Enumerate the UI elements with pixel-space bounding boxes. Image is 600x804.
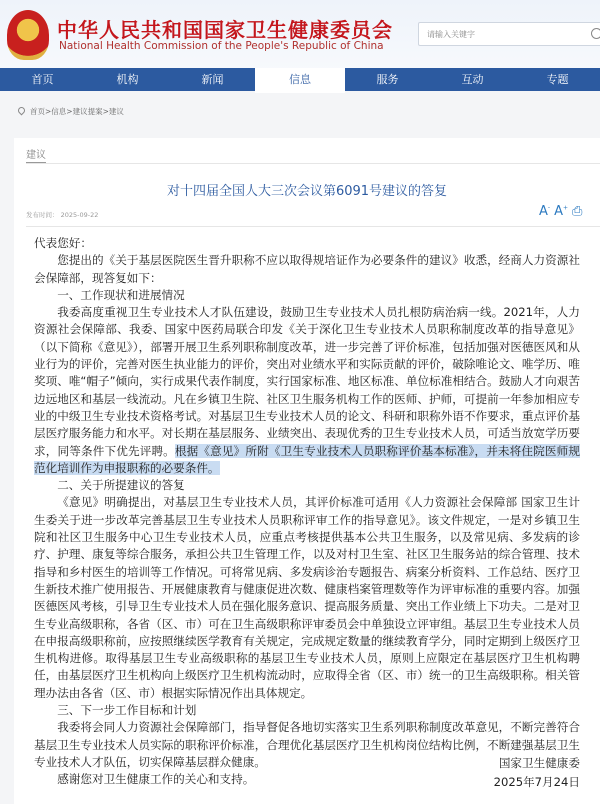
nav-news[interactable]: 新闻	[201, 73, 224, 86]
font-increase-button[interactable]: A+	[554, 204, 569, 219]
paragraph-3: 我委将会同人力资源社会保障部门，指导督促各地切实落实卫生系列职称制度改革意见，不断完善符合基层卫生专业技术人员实际的职称评价标准，合理优化基层医疗卫生机构岗位结构比例，不断建强基层卫生专业技术人才队伍，切实保障基层群众健康。	[34, 720, 580, 769]
location-pin-icon	[17, 106, 27, 116]
nav-topics[interactable]: 专题	[546, 73, 569, 86]
section-heading-1: 一、工作现状和进展情况	[57, 287, 185, 302]
article-title: 对十四届全国人大三次会议第6091号建议的答复	[166, 184, 448, 199]
sign-date: 2025年7月24日	[493, 775, 580, 789]
national-emblem-logo	[7, 10, 49, 60]
publish-date: 发布时间： 2025-09-22	[26, 211, 99, 219]
article-body	[34, 235, 580, 789]
paragraph-2: 《意见》明确提出，对基层卫生专业技术人员，其评价标准可适用《人力资源社会保障部 国家卫生计生委关于进一步改革完善基层卫生专业技术人员职称评审工作的指导意见》。该文件规定，一是对乡镇卫生院和社区卫生服务中心卫生专业技术人员，应重点考核提供基本公共卫生服务，以及常见病、多发病的诊疗、护理、康复等综合服务，承担公共卫生管理工作，以及对村卫生室、社区卫生服务站的综合管理、技术指导和乡村医生的培训等工作情况。可将常见病、多发病诊治专题报告、病案分析资料、工作总结、医疗卫生新技术推广使用报告、开展健康教育与健康促进次数、健康档案管理数等作为评审标准的重要内容。加强医德医风考核，引导卫生专业技术人员在强化服务意识、提高服务质量、突出工作业绩上下功夫。二是对卫生专业高级职称，各省（区、市）可在卫生高级职称评审委员会中单独设立评审组。基层卫生专业技术人员在申报高级职称前，应按照继续医学教育有关规定，完成规定数量的继续教育学分，同时定期到上级医疗卫生机构进修。取得基层卫生专业高级职称的基层卫生专业技术人员，原则上应限定在基层医疗卫生机构聘任，由基层医疗卫生机构向上级医疗卫生机构流动时，应取得全省（区、市）统一的卫生高级职称。相关管理办法由各省（区、市）根据实际情况作出具体规定。	[34, 495, 580, 700]
search-input[interactable]	[418, 22, 600, 46]
site-header	[0, 0, 600, 78]
main-nav	[0, 68, 600, 91]
font-decrease-button[interactable]: A-	[539, 204, 551, 219]
closing: 感谢您对卫生健康工作的关心和支持。	[57, 772, 255, 787]
search-icon[interactable]	[591, 28, 600, 39]
paragraph-1-text: 我委高度重视卫生专业技术人才队伍建设，鼓励卫生专业技术人员扎根防病治病一线。2021年，人力资源社会保障部、我委、国家中医药局联合印发《关于深化卫生专业技术人员职称制度改革的指导意见》（以下简称《意见》），部署开展卫生系列职称制度改革，进一步完善了评价标准，包括加强对医德医风和从业行为的评价，完善对医生执业能力的评价，突出对业绩水平和实际贡献的评价，破除唯论文、唯学历、唯奖项、唯“帽子”倾向，实行成果代表作制度，实行国家标准、地区标准、单位标准相结合。鼓励人才向艰苦边远地区和基层一线流动。凡在乡镇卫生院、社区卫生服务机构工作的医师、护师，可提前一年参加相应专业的中级卫生专业技术资格考试。对基层卫生专业技术人员的论文、科研和职称外语不作要求，重点评价基层医疗服务能力和水平。对长期在基层服务、业绩突出、表现优秀的卫生专业技术人员，可适当放宽学历要求，同等条件下优先评聘。	[34, 305, 580, 458]
site-name-cn: 中华人民共和国国家卫生健康委员会	[57, 18, 393, 42]
search-placeholder: 请输入关键字	[427, 30, 475, 39]
divider	[26, 163, 600, 164]
highlighted-text: 根据《意见》所附《卫生专业技术人员职称评价基本标准》，并未将住院医师规范化培训作为申报职称的必要条件。	[34, 443, 580, 475]
intro-paragraph: 您提出的《关于基层医院医生晋升职称不应以取得规培证作为必要条件的建议》收悉，经商人力资源社会保障部，现答复如下：	[34, 253, 580, 285]
signature-block	[494, 754, 580, 792]
article-card	[14, 138, 600, 804]
print-icon[interactable]: ⎙	[572, 204, 583, 219]
nav-information[interactable]: 信息	[255, 68, 345, 93]
paragraph-1	[34, 304, 580, 477]
section-heading-3: 三、下一步工作目标和计划	[57, 703, 197, 718]
nav-organization[interactable]: 机构	[116, 73, 139, 86]
greeting: 代表您好：	[34, 236, 92, 250]
breadcrumb-text[interactable]: 首页>信息>建议提案>建议	[30, 107, 124, 116]
nav-home[interactable]: 首页	[31, 73, 54, 86]
section-label: 建议	[26, 150, 46, 161]
nav-services[interactable]: 服务	[376, 73, 399, 86]
site-name-en: National Health Commission of the People's Republic of China	[59, 40, 384, 52]
breadcrumb	[18, 106, 124, 117]
signature: 国家卫生健康委	[498, 756, 580, 770]
article-tools	[539, 204, 586, 219]
section-heading-2: 二、关于所提建议的答复	[57, 478, 185, 493]
nav-interaction[interactable]: 互动	[461, 73, 484, 86]
divider	[26, 226, 600, 227]
